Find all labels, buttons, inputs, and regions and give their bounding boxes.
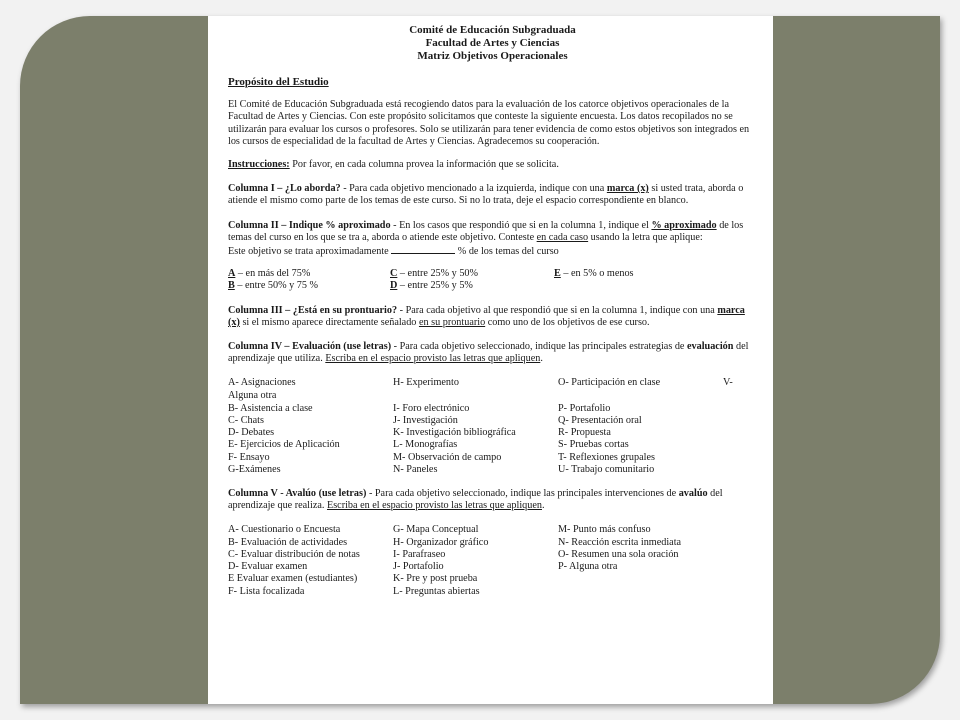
option-letter: C — [390, 268, 398, 280]
list-item: F- Lista focalizada — [228, 585, 305, 597]
option-b — [228, 280, 390, 292]
list-item: V- — [723, 377, 733, 389]
list-item: P- Alguna otra — [558, 561, 618, 573]
percent-line-end: % de los temas del curso — [455, 246, 559, 258]
option-c — [390, 268, 554, 280]
list-item: C- Chats — [228, 415, 264, 427]
instructions — [228, 159, 757, 171]
header-matrix: Matriz Objetivos Operacionales — [417, 50, 568, 62]
option-text: – en 5% o menos — [560, 268, 634, 280]
list-item: T- Reflexiones grupales — [558, 451, 655, 463]
column-2-pct: % aproximado — [651, 219, 717, 231]
column-1-description — [228, 183, 757, 207]
list-item: K- Investigación bibliográfica — [393, 427, 516, 439]
column-1-text-end: si usted trata, aborda o atiende el mismo como parte de los temas de este curso. Si no lo trata, deje el espacio correspondiente en blanco. — [228, 183, 744, 207]
list-item-wrap: Alguna otra — [228, 389, 277, 401]
column-2-each: en cada caso — [536, 231, 589, 243]
option-letter: E — [554, 268, 561, 280]
column-2-description — [228, 220, 757, 244]
list-item: C- Evaluar distribución de notas — [228, 548, 360, 560]
column-2-text-mid: de los temas del curso en los que se tra a, aborda o atiende este objetivo. Conteste — [228, 219, 744, 243]
option-d — [390, 280, 554, 292]
percent-line-text: Este objetivo se trata aproximadamente — [228, 246, 392, 258]
option-text: – entre 50% y 75 % — [234, 280, 318, 292]
list-item: H- Organizador gráfico — [393, 536, 489, 548]
list-item: E Evaluar examen (estudiantes) — [228, 573, 358, 585]
option-text: – en más del 75% — [235, 268, 311, 280]
column-2-percent-line — [228, 244, 757, 258]
column-3-text: - Para cada objetivo al que respondió que si en la columna 1, indique con una — [397, 304, 718, 316]
list-item: B- Asistencia a clase — [228, 402, 313, 414]
column-2-label: Columna II – Indique % aproximado — [228, 219, 391, 231]
column-5-underlined: Escriba en el espacio provisto las letras que apliquen — [326, 500, 542, 512]
list-item: M- Observación de campo — [393, 451, 502, 463]
list-item: G-Exámenes — [228, 463, 281, 475]
instructions-text: Por favor, en cada columna provea la información que se solicita. — [289, 159, 559, 171]
evaluation-list — [228, 377, 757, 389]
list-item: U- Trabajo comunitario — [558, 463, 655, 475]
column-3-pront: en su prontuario — [418, 316, 486, 328]
purpose-title: Propósito del Estudio — [228, 76, 329, 88]
instructions-label: Instrucciones: — [228, 159, 290, 171]
column-5-text-end: . — [541, 500, 545, 512]
list-item: G- Mapa Conceptual — [393, 524, 479, 536]
column-4-description — [228, 341, 757, 365]
column-4-underlined: Escriba en el espacio provisto las letras que apliquen — [325, 353, 541, 365]
column-3-text-mid: si el mismo aparece directamente señalado — [239, 316, 419, 328]
option-e — [554, 268, 757, 280]
column-5-description — [228, 488, 757, 512]
column-5-label: Columna V - Avalúo (use letras) — [228, 488, 367, 500]
list-item: J- Investigación — [393, 415, 458, 427]
header-committee: Comité de Educación Subgraduada — [409, 24, 576, 36]
list-item: F- Ensayo — [228, 451, 270, 463]
column-4-text: - Para cada objetivo seleccionado, indique las principales estrategias de — [391, 341, 687, 353]
column-2-text: - En los casos que respondió que si en la columna 1, indique el — [390, 219, 652, 231]
list-item: L- Monografías — [393, 439, 458, 451]
option-empty — [554, 280, 757, 292]
assessment-list — [228, 524, 757, 597]
column-2-text-end: usando la letra que aplique: — [588, 231, 703, 243]
column-4-text-end: . — [540, 353, 543, 365]
column-5-text-mid: del aprendizaje que realiza. — [228, 488, 723, 512]
document-header — [228, 24, 757, 63]
list-item: S- Pruebas cortas — [558, 439, 629, 451]
column-5-bold: avalúo — [678, 488, 708, 500]
column-1-label: Columna I – ¿Lo aborda? — [228, 183, 341, 195]
list-item — [558, 573, 757, 585]
percent-options — [228, 268, 757, 292]
column-5-text: - Para cada objetivo seleccionado, indique las principales intervenciones de — [366, 488, 679, 500]
list-item: R- Propuesta — [558, 427, 611, 439]
list-item: O- Resumen una sola oración — [558, 548, 679, 560]
list-item: O- Participación en clase — [558, 377, 661, 389]
percent-blank — [391, 244, 455, 254]
list-item: L- Preguntas abiertas — [393, 585, 480, 597]
list-item: Q- Presentación oral — [558, 415, 642, 427]
list-item: H- Experimento — [393, 377, 459, 389]
list-item: I- Foro electrónico — [393, 402, 470, 414]
list-item: K- Pre y post prueba — [393, 573, 478, 585]
list-item — [558, 586, 757, 598]
list-item: A- Asignaciones — [228, 377, 296, 389]
column-3-label: Columna III – ¿Está en su prontuario? — [228, 304, 398, 316]
list-item: N- Paneles — [393, 463, 438, 475]
option-a — [228, 268, 390, 280]
column-4-text-mid: del aprendizaje que utiliza. — [228, 341, 749, 365]
option-letter: B — [228, 280, 235, 292]
document-page — [208, 16, 773, 704]
option-text: – entre 25% y 50% — [397, 268, 478, 280]
option-text: – entre 25% y 5% — [397, 280, 473, 292]
column-4-label: Columna IV – Evaluación (use letras) — [228, 341, 392, 353]
list-item: P- Portafolio — [558, 402, 611, 414]
list-item: I- Parafraseo — [393, 548, 446, 560]
column-4-bold: evaluación — [687, 341, 734, 353]
evaluation-list-rest — [228, 403, 757, 476]
option-letter: D — [390, 280, 398, 292]
list-item: B- Evaluación de actividades — [228, 536, 348, 548]
list-item: D- Debates — [228, 427, 275, 439]
column-1-mark: marca (x) — [606, 183, 649, 195]
list-item: A- Cuestionario o Encuesta — [228, 524, 341, 536]
column-3-description — [228, 305, 757, 329]
header-faculty: Facultad de Artes y Ciencias — [425, 37, 560, 49]
list-item: M- Punto más confuso — [558, 524, 651, 536]
list-item: N- Reacción escrita inmediata — [558, 536, 682, 548]
list-item: E- Ejercicios de Aplicación — [228, 439, 340, 451]
column-1-text: - Para cada objetivo mencionado a la izquierda, indique con una — [340, 183, 607, 195]
option-letter: A — [228, 268, 236, 280]
column-3-mark: marca (x) — [228, 304, 745, 328]
column-3-text-end: como uno de los objetivos de ese curso. — [485, 316, 650, 328]
list-item: D- Evaluar examen — [228, 561, 308, 573]
purpose-text: El Comité de Educación Subgraduada está recogiendo datos para la evaluación de los catorce objetivos operacionales de la Facultad de Artes y Ciencias. Con este propósito solicitamos que conteste la siguiente encuesta. Los datos recopilados no se utilizarán para evaluar los cursos o profesores. Solo se utilizarán para tener evidencia de como estos objetivos son integrados en los cursos de especialidad de la facultad de Artes y Ciencias. Agradecemos su cooperación. — [228, 99, 750, 147]
list-item: J- Portafolio — [393, 561, 444, 573]
